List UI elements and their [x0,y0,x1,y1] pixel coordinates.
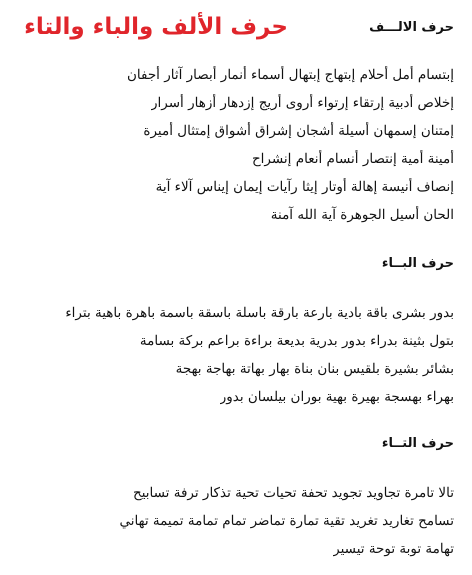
alef-line-2: إخلاص أدبية إرتقاء إرتواء أروى أريج إزدهار أزهار أسرار [151,95,454,111]
alef-line-4: أمينة أمية إنتصار أنسام أنعام إنشراح [251,151,454,167]
page-title: حرف الألف والباء والتاء [24,14,288,40]
alef-line-3: إمتنان إسمهان أسيلة أشجان إشراق أشواق إمتثال أميرة [143,123,454,139]
section-heading-ta: حرف التــاء [381,436,454,451]
ba-line-4: بهراء بهسجة بهيرة بهية بوران بيلسان بدور [219,389,454,405]
ba-line-1: بدور بشرى باقة بادية بارعة بارقة باسلة باسقة باسمة باهرة باهية بتراء [65,305,454,321]
alef-line-5: إنصاف أنيسة إهالة أوتار إيثا رآيات إيمان إيناس آلاء آية [155,179,454,195]
alef-line-1: إبتسام أمل أحلام إبتهاج إبتهال أسماء أنمار أبصار آثار أجفان [126,67,454,83]
section-heading-alef: حرف الالـــف [369,20,454,35]
ta-line-1: تالا تامرة تجاويد تجويد تحفة تحيات تحية تذكار ترفة تسابيح [132,485,454,501]
alef-line-6: الحان أسيل الجوهرة آية الله آمنة [270,207,454,223]
ta-line-3: تهامة توبة توحة تيسير [333,541,454,557]
ba-line-3: بشائر بشيرة بلقيس بنان بناة بهار بهاتة بهاجة بهجة [175,361,454,377]
section-heading-ba: حرف البــاء [381,256,454,271]
ba-line-2: بتول بثينة بدراء بدور بدرية بديعة براءة براعم بركة بسامة [139,333,454,349]
ta-line-2: تسامح تغاريد تغريد تقية تمارة تماضر تمام تمامة تميمة تهاني [119,513,454,529]
